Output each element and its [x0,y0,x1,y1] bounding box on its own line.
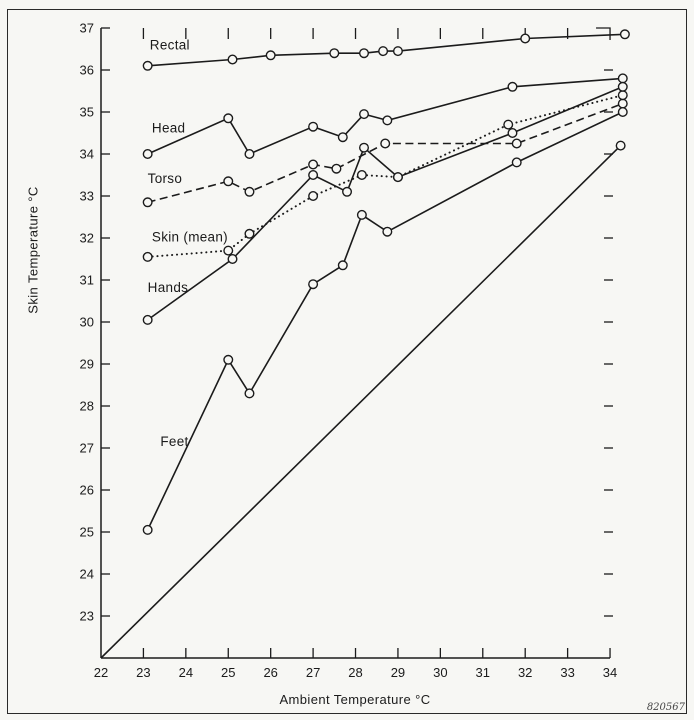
data-point-marker-head [245,150,254,159]
data-point-marker-torso [618,99,627,108]
y-tick-label: 26 [79,482,94,498]
data-point-marker-feet [224,356,233,365]
data-point-marker-head [360,110,369,119]
y-tick-label: 34 [79,146,94,162]
data-point-marker-hands [394,173,403,182]
data-point-marker-head [618,74,627,83]
x-axis-title: Ambient Temperature °C [279,692,431,707]
series-label-hands: Hands [147,280,189,296]
y-axis-title: Skin Temperature °C [25,186,41,314]
data-point-marker-head [383,116,392,125]
y-tick-label: 28 [79,398,94,414]
y-tick-label: 37 [79,20,94,36]
data-point-marker-hands [143,316,152,325]
data-point-marker-skin-mean [618,91,627,100]
data-point-marker-rectal [379,47,388,56]
series-label-feet: Feet [160,434,189,450]
data-point-marker-torso [143,198,152,207]
data-point-marker-rectal [621,30,630,39]
x-tick-label: 27 [305,665,321,680]
data-point-marker-rectal [143,62,152,71]
y-tick-label: 36 [79,62,94,78]
y-tick-label: 32 [79,230,94,246]
data-point-marker-torso [309,160,318,169]
x-tick-label: 28 [348,665,363,680]
data-point-marker-torso [245,188,254,197]
x-tick-label: 31 [475,665,491,680]
data-point-marker-feet [143,526,152,535]
data-point-marker-rectal [228,55,237,64]
y-tick-label: 33 [79,188,94,204]
x-tick-label: 25 [221,665,236,680]
top-right-corner-bracket [596,28,610,40]
x-tick-label: 34 [602,665,618,680]
x-tick-label: 29 [390,665,406,680]
data-point-marker-feet [309,280,318,289]
y-tick-label: 24 [79,566,94,582]
series-line-feet [148,112,623,530]
data-point-marker-head [508,83,517,92]
x-tick-label: 26 [263,665,278,680]
series-feet [143,108,627,535]
data-point-marker-hands [360,143,369,152]
data-point-marker-head [309,122,318,131]
data-point-marker-rectal [360,49,369,58]
series-rectal [143,30,629,70]
data-point-marker-rectal [521,34,530,43]
data-point-marker-torso [512,139,521,148]
data-point-marker-skin-mean [245,230,254,239]
data-point-marker-skin-mean [143,253,152,262]
data-point-marker-hands [309,171,318,180]
y-tick-label: 25 [79,524,94,540]
x-tick-label: 23 [136,665,151,680]
data-point-marker-rectal [330,49,339,58]
y-tick-labels [80,21,94,624]
series-label-torso: Torso [147,170,183,186]
data-point-marker-rectal [266,51,275,60]
data-point-marker-torso [332,164,341,173]
x-tick-label: 24 [178,665,194,680]
data-point-marker-feet [512,158,521,167]
series-label-skin-mean: Skin (mean) [151,229,228,245]
data-point-marker-hands [228,255,237,264]
data-point-marker-rectal [394,47,403,56]
data-point-marker-hands [343,188,352,197]
data-point-marker-skin-mean [309,192,318,201]
ambient-equals-skin-line [101,146,621,658]
data-point-marker-torso [381,139,390,148]
data-point-marker-head [143,150,152,159]
data-point-marker-feet [383,227,392,236]
data-point-marker-hands [618,83,627,92]
y-tick-label: 35 [79,104,94,120]
data-point-marker-head [338,133,347,142]
data-point-marker-head [224,114,233,123]
data-point-marker-feet [358,211,367,220]
y-tick-label: 30 [79,314,94,330]
y-tick-label: 31 [79,272,94,288]
data-point-marker-torso [224,177,233,186]
data-point-marker-skin-mean [504,120,513,129]
x-tick-label: 30 [433,665,448,680]
x-tick-label: 33 [560,665,575,680]
x-tick-label: 22 [93,665,109,680]
figure-number: 820567 [646,702,685,713]
x-tick-labels [94,665,618,680]
y-tick-label: 23 [79,608,94,624]
reference-line-end-marker [616,141,625,150]
data-point-marker-hands [508,129,517,138]
x-tick-label: 32 [517,665,533,680]
y-tick-label: 29 [79,356,94,372]
data-point-marker-skin-mean [224,246,233,255]
series-label-rectal: Rectal [149,37,190,53]
data-point-marker-feet [338,261,347,270]
y-tick-label: 27 [79,440,94,456]
series-label-head: Head [151,120,186,136]
data-point-marker-feet [245,389,254,398]
data-point-marker-feet [618,108,627,117]
data-point-marker-skin-mean [358,171,367,180]
